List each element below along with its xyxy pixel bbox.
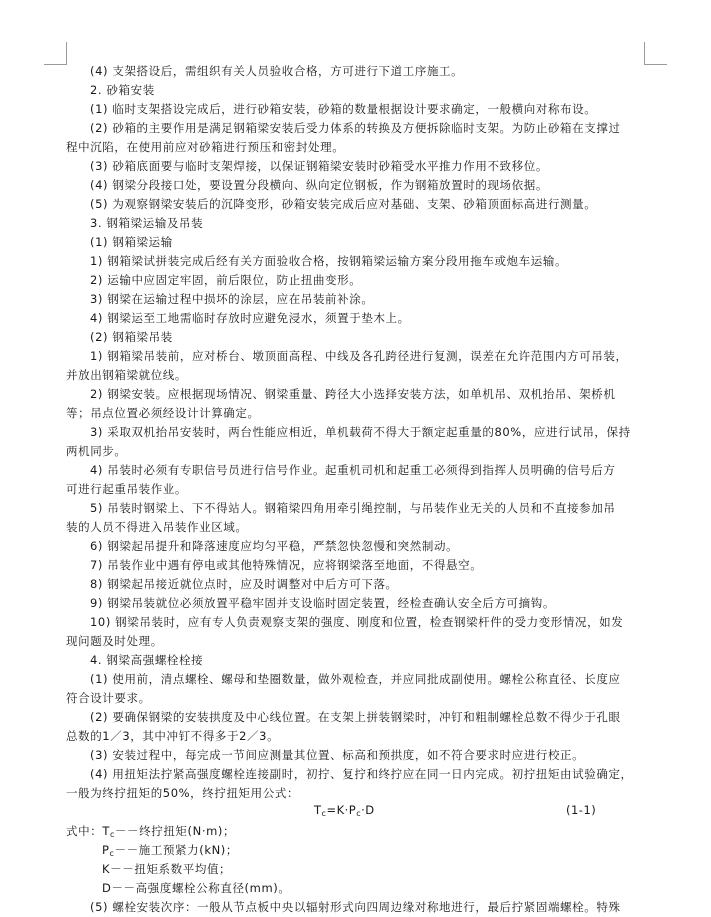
text-line: (3) 砂箱底面要与临时支架焊接，以保证钢箱梁安装时砂箱受水平推力作用不致移位。 — [90, 159, 548, 173]
text-line: 现问题及时处理。 — [66, 634, 163, 648]
text-line: 6) 钢梁起吊提升和降落速度应均匀平稳，严禁忽快忽慢和突然制动。 — [90, 539, 459, 553]
formula-mid-sub: c — [356, 809, 362, 818]
section-heading: 3. 钢箱梁运输及吊装 — [90, 216, 204, 230]
text-line: 5) 吊装时钢梁上、下不得站人。钢箱梁四角用牵引绳控制，与吊装作业无关的人员和不直接参加吊 — [90, 501, 616, 515]
text-line: (2) 砂箱的主要作用是满足钢箱梁安装后受力体系的转换及方便拆除临时支架。为防止砂箱在支撑过 — [90, 121, 621, 135]
text-line: (4) 钢梁分段接口处，要设置分段横向、纵向定位钢板，作为钢箱放置时的现场依据。 — [90, 178, 548, 192]
text-line: 总数的1／3，其中冲钉不得多于2／3。 — [66, 729, 280, 743]
text-line: 程中沉陷，在使用前应对砂箱进行预压和密封处理。 — [66, 140, 345, 154]
text-line: 并放出钢箱梁就位线。 — [66, 368, 187, 382]
formula-number: (1-1) — [566, 803, 597, 817]
text-line: 可进行起重吊装作业。 — [66, 482, 187, 496]
text-line: 3) 钢梁在运输过程中损坏的涂层，应在吊装前补涂。 — [90, 292, 374, 306]
text-line: 装的人员不得进入吊装作业区域。 — [66, 520, 248, 534]
text-line: 1) 钢箱梁试拼装完成后经有关方面验收合格，按钢箱梁运输方案分段用拖车或炮车运输。 — [90, 254, 568, 268]
crop-mark-top-left-v — [66, 42, 67, 65]
text-line: (5) 螺栓安装次序：一般从节点板中央以辐射形式向四周边缘对称地进行，最后拧紧固端螺栓。特殊 — [90, 900, 621, 914]
text-line: 符合设计要求。 — [66, 691, 151, 705]
text-line: (4) 用扭矩法拧紧高强度螺栓连接副时，初拧、复拧和终拧应在同一日内完成。初拧扭矩由试验确定， — [90, 767, 633, 781]
text-line: (5) 为观察钢梁安装后的沉降变形，砂箱安装完成后应对基础、支架、砂箱顶面标高进行测量。 — [90, 197, 597, 211]
text-line: 7) 吊装作业中遇有停电或其他特殊情况，应将钢梁落至地面，不得悬空。 — [90, 558, 483, 572]
text-line: 4) 钢梁运至工地需临时存放时应避免浸水，须置于垫木上。 — [90, 311, 410, 325]
definition-text: －－施工预紧力(kN)； — [114, 843, 238, 857]
text-line: 两机同步。 — [66, 444, 127, 458]
text-line: (1) 临时支架搭设完成后，进行砂箱安装，砂箱的数量根据设计要求确定，一般横向对称布设。 — [90, 102, 597, 116]
definition-symbol: P — [102, 843, 110, 857]
text-line: 一般为终拧扭矩的50%，终拧扭矩用公式： — [66, 786, 300, 800]
text-line: (3) 安装过程中，每完成一节间应测量其位置、标高和预拱度，如不符合要求时应进行校正。 — [90, 748, 585, 762]
definition-symbol: T — [102, 824, 110, 838]
text-line: 9) 钢梁吊装就位必须放置平稳牢固并支设临时固定装置，经检查确认安全后方可摘钩。 — [90, 596, 555, 610]
definition-text: －－终拧扭矩(N·m)； — [114, 824, 236, 838]
text-line: 等；吊点位置必须经设计计算确定。 — [66, 406, 260, 420]
subsection-heading: (1) 钢箱梁运输 — [90, 235, 173, 249]
crop-mark-top-left-h — [44, 64, 66, 65]
definition-symbol-sub: c — [109, 849, 115, 858]
definition-intro: 式中： — [66, 824, 103, 838]
text-line: 2) 钢梁安装。应根据现场情况、钢梁重量、跨径大小选择安装方法，如单机吊、双机抬吊、架桥机 — [90, 387, 616, 401]
formula-rhs: ·D — [361, 803, 375, 817]
text-line: 2) 运输中应固定牢固，前后限位，防止扭曲变形。 — [90, 273, 362, 287]
subsection-heading: (2) 钢箱梁吊装 — [90, 330, 173, 344]
text-line: (2) 要确保钢梁的安装拱度及中心线位置。在支架上拼装钢梁时，冲钉和粗制螺栓总数不得少于孔眼 — [90, 710, 621, 724]
text-line: (4) 支架搭设后，需组织有关人员验收合格，方可进行下道工序施工。 — [90, 64, 464, 78]
formula — [314, 803, 375, 818]
text-line: 3) 采取双机抬吊安装时，两台性能应相近，单机载荷不得大于额定起重量的80%，应进行试吊，保持 — [90, 425, 631, 439]
definition-line: D－－高强度螺栓公称直径(mm)。 — [102, 881, 291, 895]
section-heading: 2. 砂箱安装 — [90, 83, 155, 97]
section-heading: 4. 钢梁高强螺栓栓接 — [90, 653, 204, 667]
formula-mid: =K·P — [326, 803, 357, 817]
text-line: 1) 钢箱梁吊装前，应对桥台、墩顶面高程、中线及各孔跨径进行复测，误差在允许范围内方可吊装， — [90, 349, 628, 363]
formula-lhs-sub: c — [321, 809, 327, 818]
text-line: (1) 使用前，清点螺栓、螺母和垫圈数量，做外观检查，并应同批成副使用。螺栓公称直径、长度应 — [90, 672, 621, 686]
text-line: 4) 吊装时必须有专职信号员进行信号作业。起重机司机和起重工必须得到指挥人员明确的信号后方 — [90, 463, 616, 477]
definition-symbol-sub: c — [109, 830, 115, 839]
text-line: 8) 钢梁起吊接近就位点时，应及时调整对中后方可下落。 — [90, 577, 398, 591]
definition-line: K－－扭矩系数平均值； — [102, 862, 232, 876]
text-line: 10) 钢梁吊装时，应有专人负责观察支架的强度、刚度和位置，检查钢梁杆件的受力变形情况，如发 — [90, 615, 624, 629]
formula-lhs: T — [314, 803, 322, 817]
